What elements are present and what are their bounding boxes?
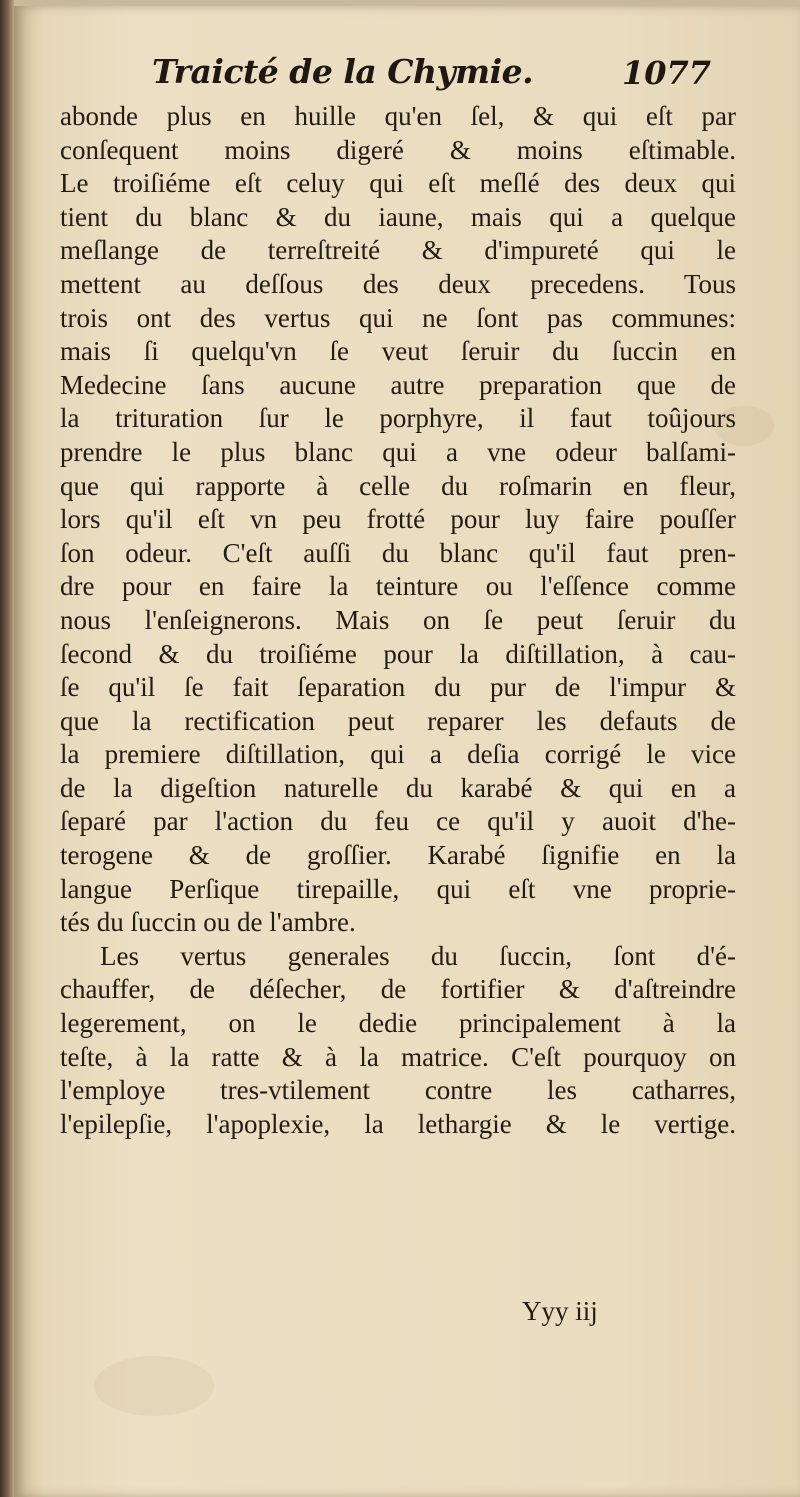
text-line: Medecine ſans aucune autre preparation que de <box>60 369 736 400</box>
page-title: Traicté de la Chymie. <box>152 52 534 91</box>
text-line: teſte, à la ratte & à la matrice. C'eſt pourquoy on <box>60 1041 736 1072</box>
text-line: nous l'enſeignerons. Mais on ſe peut ſeruir du <box>60 604 736 635</box>
page-number: 1077 <box>622 54 712 92</box>
text-line: que la rectification peut reparer les defauts de <box>60 705 736 736</box>
signature-mark: Yyy iij <box>522 1296 598 1326</box>
text-line: ſe qu'il ſe fait ſeparation du pur de l'impur & <box>60 672 736 703</box>
text-line: mettent au deſſous des deux precedens. Tous <box>60 268 736 299</box>
text-line: Le troiſiéme eſt celuy qui eſt meſlé des deux qui <box>60 168 736 199</box>
text-line: terogene & de groſſier. Karabé ſignifie en la <box>60 840 736 871</box>
text-line: que qui rapporte à celle du roſmarin en fleur, <box>60 470 736 501</box>
paragraph-start-line: Les vertus generales du ſuccin, ſont d'é- <box>100 940 736 971</box>
text-line: de la digeſtion naturelle du karabé & qui en a <box>60 772 736 803</box>
text-line: l'epilepſie, l'apoplexie, la lethargie & le vertige. <box>60 1108 736 1139</box>
text-line: ſeparé par l'action du feu ce qu'il y auoit d'he- <box>60 806 736 837</box>
running-head <box>0 52 800 106</box>
text-line: langue Perſique tirepaille, qui eſt vne proprie- <box>60 873 736 904</box>
text-line: abonde plus en huille qu'en ſel, & qui eſt par <box>60 101 736 131</box>
paper-stain <box>94 1356 214 1416</box>
text-line: l'employe tres-vtilement contre les catharres, <box>60 1075 736 1106</box>
text-line: mais ſi quelqu'vn ſe veut ſeruir du ſuccin en <box>60 336 736 367</box>
text-line: ſecond & du troiſiéme pour la diſtillation, à cau- <box>60 638 736 669</box>
text-line: lors qu'il eſt vn peu frotté pour luy faire pouſſer <box>60 504 736 535</box>
paragraph-end-line: tés du ſuccin ou de l'ambre. <box>60 907 356 938</box>
text-line: ſon odeur. C'eſt auſſi du blanc qu'il faut pren- <box>60 537 736 568</box>
body-text <box>60 100 736 1141</box>
text-line: la trituration ſur le porphyre, il faut toûjours <box>60 403 736 434</box>
book-gutter <box>0 0 14 1497</box>
text-line: conſequent moins digeré & moins eſtimable. <box>60 134 736 165</box>
text-line: trois ont des vertus qui ne ſont pas communes: <box>60 302 736 333</box>
text-line: dre pour en faire la teinture ou l'eſſence comme <box>60 571 736 602</box>
text-line: la premiere diſtillation, qui a deſia corrigé le vice <box>60 739 736 770</box>
text-line: meſlange de terreſtreité & d'impureté qui le <box>60 235 736 266</box>
text-line: chauffer, de déſecher, de fortifier & d'aſtreindre <box>60 974 736 1005</box>
text-line: prendre le plus blanc qui a vne odeur balſami- <box>60 436 736 467</box>
text-line: tient du blanc & du iaune, mais qui a quelque <box>60 201 736 232</box>
text-line: legerement, on le dedie principalement à la <box>60 1008 736 1039</box>
